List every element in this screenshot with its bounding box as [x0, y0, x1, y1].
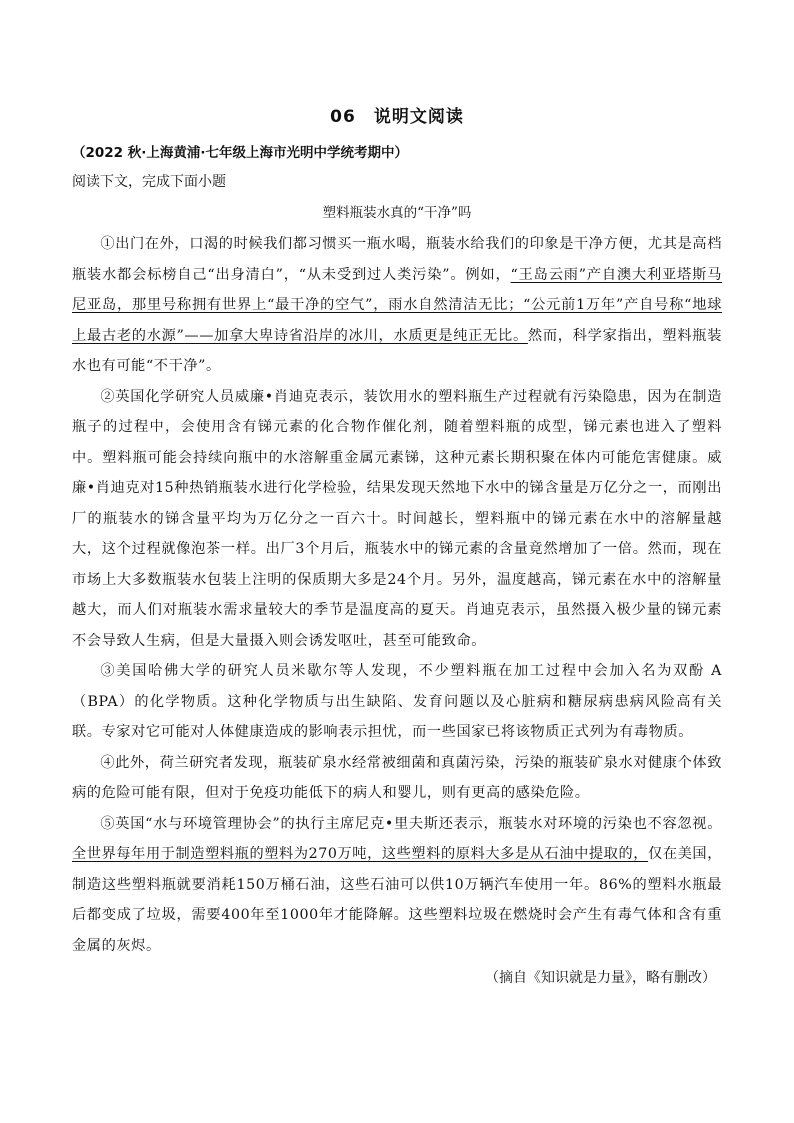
paragraph-1-text-b: 然而，科学家指出，塑料瓶装水也有可能“不干净”。	[72, 327, 722, 374]
paragraph-3: ③美国哈佛大学的研究人员米歇尔等人发现，不少塑料瓶在加工过程中会加入名为双酚 A（BPA）的化学物质。这种化学物质与出生缺陷、发育问题以及心脏病和糖尿病患病风险高有关联。专家对它可能对人体健康造成的影响表示担忧，而一些国家已将该物质正式列为有毒物质。	[72, 663, 722, 740]
paragraph-5-underlined: 全世界每年用于制造塑料瓶的塑料为270万吨，这些塑料的原料大多是从石油中提取的，	[72, 846, 649, 862]
paragraph-5-text-a: ⑤英国“水与环境管理协会”的执行主席尼克•里夫斯还表示，瓶装水对环境的污染也不容忽视。	[100, 815, 722, 832]
page-title: 06 说明文阅读	[330, 107, 464, 127]
paragraph-5-text-b: 仅在美国，制造这些塑料瓶就要消耗150万桶石油，这些石油可以供10万辆汽车使用一年。86%的塑料水瓶最后都变成了垃圾，需要400年至1000年才能降解。这些塑料垃圾在燃烧时会产生有毒气体和含有重金属的灰烬。	[72, 846, 722, 954]
paragraph-2: ②英国化学研究人员威廉•肖迪克表示，装饮用水的塑料瓶生产过程就有污染隐患，因为在制造瓶子的过程中，会使用含有锑元素的化合物作催化剂，随着塑料瓶的成型，锑元素也进入了塑料中。塑料瓶可能会持续向瓶中的水溶解重金属元素锑，这种元素长期积聚在体内可能危害健康。威廉•肖迪克对15种热销瓶装水进行化学检验，结果发现天然地下水中的锑含量是万亿分之一，而刚出厂的瓶装水的锑含量平均为万亿分之一百六十。时间越长，塑料瓶中的锑元素在水中的溶解量越大，这个过程就像泡茶一样。出厂3个月后，瓶装水中的锑元素的含量竟然增加了一倍。然而，现在市场上大多数瓶装水包装上注明的保质期大多是24个月。另外，温度越高，锑元素在水中的溶解量越大，而人们对瓶装水需求量较大的季节是温度高的夏天。肖迪克表示，虽然摄入极少量的锑元素不会导致人生病，但是大量摄入则会诱发呕吐，甚至可能致命。	[72, 388, 722, 649]
question-source: （2022 秋·上海黄浦·七年级上海市光明中学统考期中）	[72, 145, 409, 161]
citation: （摘自《知识就是力量》，略有删改）	[485, 970, 716, 986]
instruction: 阅读下文，完成下面小题	[72, 174, 226, 190]
article-title: 塑料瓶装水真的“干净”吗	[322, 205, 472, 221]
paragraph-1-text-a: ①出门在外，口渴的时候我们都习惯买一瓶水喝，瓶装水给我们的印象是干净方便，尤其是高档瓶装水都会标榜自己“出身清白”，“从未受到过人类污染”。例如，	[72, 236, 722, 283]
paragraph-1	[72, 229, 722, 382]
paragraph-5	[72, 809, 722, 962]
paragraph-4: ④此外，荷兰研究者发现，瓶装矿泉水经常被细菌和真菌污染，污染的瓶装矿泉水对健康个体致病的危险可能有限，但对于免疫功能低下的病人和婴儿，则有更高的感染危险。	[72, 754, 722, 801]
paragraph-1-underlined: “王岛云雨”产自澳大利亚塔斯马尼亚岛，那里号称拥有世界上“最干净的空气”，雨水自然清洁无比；“公元前1万年”产自号称“地球上最古老的水源”——加拿大卑诗省沿岸的冰川，水质更是纯正无比。	[72, 266, 722, 344]
